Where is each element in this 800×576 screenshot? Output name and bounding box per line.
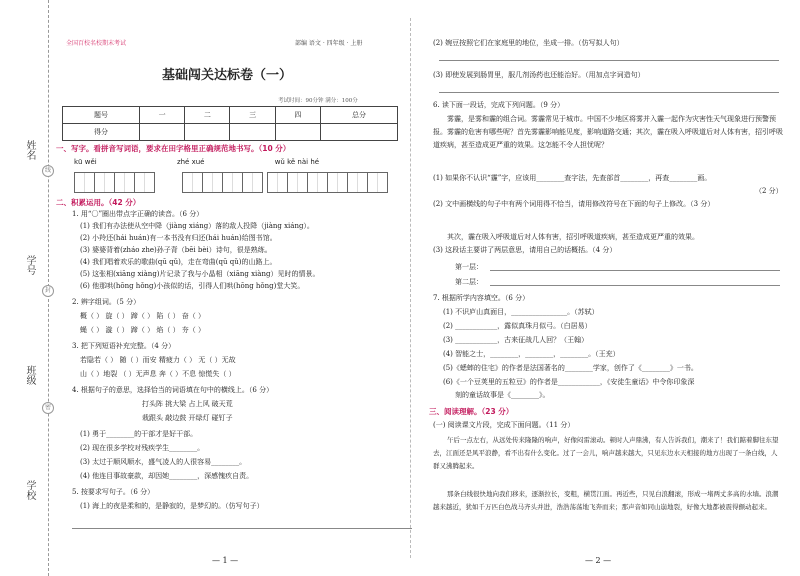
answer-line[interactable] bbox=[439, 60, 779, 61]
q1-item-4: (4) 我们唱着欢乐的歌曲(qū qǔ)，走在弯曲(qū qǔ)的山路上。 bbox=[80, 258, 277, 266]
q7-item-1: (1) 不识庐山真面目，________________。（苏轼） bbox=[443, 308, 599, 316]
q7-title: 7. 根据所学内容填空。（6 分） bbox=[433, 294, 530, 302]
q3-title: 3. 把下列短语补充完整。（4 分） bbox=[72, 342, 176, 350]
binding-mark-line: 线 bbox=[42, 165, 54, 177]
q5-item-1: (1) 海上的夜是柔和的，是静寂的，是梦幻的。（仿写句子） bbox=[80, 502, 264, 510]
q6-item-2: (2) 文中画横线的句子中有两个词用得不恰当，请用修改符号在下面的句子上修改。（3 分） bbox=[433, 200, 715, 208]
q4-words-2: 栽跟头 敲边鼓 开绿灯 碰钉子 bbox=[142, 414, 233, 422]
q6-title: 6. 读下面一段话，完成下列问题。（9 分） bbox=[433, 101, 565, 109]
section-2-title: 二、积累运用。（42 分） bbox=[56, 198, 141, 207]
writing-grid-2[interactable] bbox=[182, 172, 262, 192]
q1-item-3: (3) 婆婆背着(zháo zhe)孙子背（bēi bèi）诗句，很是熟练。 bbox=[80, 246, 272, 254]
q5-title: 5. 按要求写句子。（6 分） bbox=[72, 488, 155, 496]
q2-title: 2. 辨字组词。（5 分） bbox=[72, 298, 141, 306]
q7-item-4: (4) 智能之士，________，________，________。（王充） bbox=[443, 350, 620, 358]
exam-tag: 全国百校名校期末考试 bbox=[66, 40, 127, 47]
exam-time: 考试时间：90分钟 满分：100分 bbox=[278, 98, 358, 104]
score-cell[interactable] bbox=[321, 124, 398, 141]
school-label: 学校 bbox=[24, 480, 35, 500]
q6-item-3: (3) 这段话主要讲了两层意思，请用自己的话概括。（4 分） bbox=[433, 246, 617, 254]
section-1-title: 一、写字。看拼音写词语，要求在田字格里正确规范地书写。（10 分） bbox=[56, 144, 291, 153]
reading-intro: (一) 阅读课文片段，完成下面问题。（11 分） bbox=[433, 421, 575, 429]
page-number-1: — 1 — bbox=[212, 556, 239, 565]
pinyin-3: wǔ kě nài hé bbox=[274, 158, 320, 166]
q6-item-1: (1) 如果你不认识“霾”字，应该用________查字法，先查部首________，再查________画。 bbox=[433, 174, 712, 182]
student-id-label: 学号 bbox=[24, 255, 35, 275]
reading-paragraph-2: 那条白线很快地向我们移来，逐渐拉长，变粗，横贯江面。再近些，只见白浪翻滚，形成一堵两丈多高的水墙。浪潮越来越近，犹如千万匹白色战马齐头并进，浩浩荡荡地飞奔而来；那声音如同山崩地裂，好像大地都被震得颤动起来。 bbox=[433, 490, 779, 511]
q7-item-6-cont: 刻的童话故事是《________》。 bbox=[455, 391, 550, 399]
binding-mark-seal: 封 bbox=[42, 285, 54, 297]
q6-layer-2: 第二层： bbox=[455, 278, 483, 286]
q4-title: 4. 根据句子的意思，选择恰当的词语填在句中的横线上。（6 分） bbox=[72, 386, 274, 394]
q1-item-6: (6) 他那哄(hōng hǒng)小孩似的话，引得人们哄(hōng hǒng)堂大笑。 bbox=[80, 282, 305, 290]
q4-item-3: (3) 太过于顺风顺水，盛气凌人的人很容易________。 bbox=[80, 458, 247, 466]
score-header-cell: 题号 bbox=[63, 107, 140, 124]
q7-item-2: (2) ____________，露似真珠月似弓。（白居易） bbox=[443, 322, 592, 330]
score-header-cell: 四 bbox=[275, 107, 320, 124]
score-cell[interactable] bbox=[230, 124, 275, 141]
section-3-title: 三、阅读理解。（23 分） bbox=[429, 407, 514, 416]
page-number-2: — 2 — bbox=[585, 556, 612, 565]
q5-item-2: (2) 婉豆按照它们在家庭里的地位，坐成一排。（仿写拟人句） bbox=[433, 39, 624, 47]
q7-item-3: (3) ____________，古来征战几人回？（王翰） bbox=[443, 336, 589, 344]
answer-line[interactable] bbox=[490, 270, 780, 271]
q5-item-3: (3) 即使发展到肠胃里，服几剂汤药也还能治好。（用加点字词造句） bbox=[433, 71, 645, 79]
reading-paragraph-1: 午后一点左右，从远处传来隆隆的响声，好像闷雷滚动。顿时人声鼎沸，有人告诉我们，潮来了！我们踮着脚往东望去，江面还是风平浪静，看不出有什么变化。过了一会儿，响声越来越大，只见东边水天相接的地方出现了一条白线，人群又沸腾起来。 bbox=[433, 436, 779, 470]
score-header-cell: 三 bbox=[230, 107, 275, 124]
q7-item-5: (5)《蟋蟀的住宅》的作者是法国著名的________学家，创作了《________》一书。 bbox=[443, 364, 698, 372]
pinyin-1: kū wěi bbox=[74, 158, 97, 166]
q6-paragraph: 雾霾，是雾和霾的组合词。雾霾常见于城市。中国不少地区将雾并入霾一起作为灾害性天气现象进行预警预报。雾霾的危害有哪些呢？首先雾霾影响能见度，影响道路交通；其次，霾在吸入呼吸道后对人体有害，招引呼吸道疾病，甚至造成更严重的效果。这怎能不令人担忧呢？ bbox=[433, 115, 783, 149]
pinyin-row bbox=[74, 158, 337, 166]
binding-margin bbox=[0, 0, 49, 576]
pinyin-2: zhé xué bbox=[176, 158, 205, 166]
q6-layer-1: 第一层： bbox=[455, 263, 483, 271]
q6-item-1-score: （2 分） bbox=[755, 187, 783, 195]
q4-item-1: (1) 勇于________的干部才是好干部。 bbox=[80, 430, 198, 438]
q4-item-2: (2) 现在很多学校对残疾学生________。 bbox=[80, 444, 205, 452]
score-table bbox=[62, 106, 398, 141]
q1-item-1: (1) 我们有办法使从空中降（jiàng xiáng）落的敌人投降（jiàng xiáng）。 bbox=[80, 222, 314, 230]
score-header-row bbox=[63, 107, 398, 124]
score-cell[interactable] bbox=[275, 124, 320, 141]
left-page bbox=[52, 0, 402, 576]
q2-row-2: 蝇（ ） 漩（ ） 蹄（ ） 焰（ ） 夯（ ） bbox=[80, 326, 206, 334]
q3-row-1: 若隐若（ ） 随（ ）而安 精疲力（ ） 无（ ）无故 bbox=[80, 356, 236, 364]
binding-mark-dense: 密 bbox=[42, 402, 54, 414]
score-header-cell: 二 bbox=[185, 107, 230, 124]
page-divider bbox=[410, 18, 412, 558]
q1-item-5: (5) 这张相(xiāng xiàng)片记录了我与小晶相（xiāng xiàng）见时的情景。 bbox=[80, 270, 320, 278]
writing-grid-1[interactable] bbox=[74, 172, 154, 192]
q7-item-6: (6)《一个豆荚里的五粒豆》的作者是____________，《安徒生童话》中令你印象深 bbox=[443, 378, 695, 386]
grade-meta: 部编 语文 · 四年级 · 上册 bbox=[295, 40, 363, 47]
q3-row-2: 山（ ）地裂 （ ）无声息 奔（ ）不息 惊慌失（ ） bbox=[80, 370, 236, 378]
name-label: 姓名 bbox=[24, 140, 35, 160]
class-label: 班级 bbox=[24, 365, 35, 385]
score-cell[interactable] bbox=[185, 124, 230, 141]
q4-words-1: 打头阵 挑大梁 占上风 破天荒 bbox=[142, 400, 233, 408]
q4-item-4: (4) 他连目事故豪款，却因她________，深感愧疚自责。 bbox=[80, 472, 254, 480]
answer-line[interactable] bbox=[72, 528, 412, 529]
q6-item-2-sentence: 其次，霾在吸入呼吸道后对人体有害，招引呼吸道疾病，甚至造成更严重的效果。 bbox=[447, 233, 699, 241]
q2-row-1: 概（ ） 旋（ ） 蹄（ ） 陷（ ） 奋（ ） bbox=[80, 312, 206, 320]
score-header-cell: 一 bbox=[139, 107, 184, 124]
answer-line[interactable] bbox=[439, 92, 779, 93]
score-row-label: 得分 bbox=[63, 124, 140, 141]
answer-line[interactable] bbox=[490, 285, 780, 286]
right-page bbox=[425, 0, 790, 576]
page-title: 基础闯关达标卷（一） bbox=[161, 68, 292, 83]
score-header-cell: 总分 bbox=[321, 107, 398, 124]
q1-title: 1. 用“〇”圈出带点字正确的读音。（6 分） bbox=[72, 210, 204, 218]
writing-grid-3[interactable] bbox=[267, 172, 387, 192]
score-row bbox=[63, 124, 398, 141]
q1-item-2: (2) 小羚还(hái huán)有一本书没有归还(hái huán)给图书馆。 bbox=[80, 234, 277, 242]
score-cell[interactable] bbox=[139, 124, 184, 141]
